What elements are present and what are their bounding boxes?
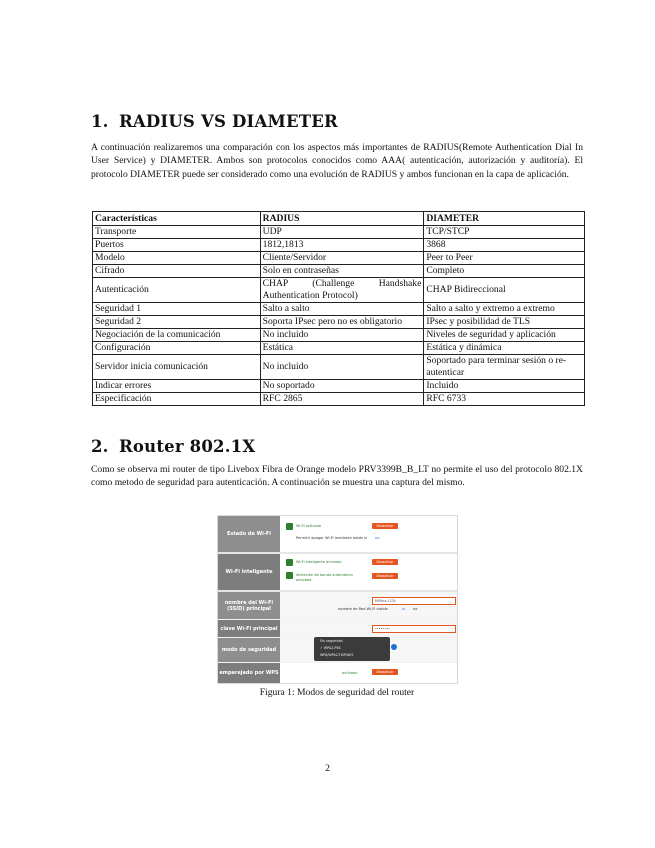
wifi-enabled-text: Wi-Fi activado xyxy=(296,524,322,528)
band-selection-disable-button[interactable]: Desactivar xyxy=(372,573,398,579)
figure-caption: Figura 1: Modos de seguridad del router xyxy=(259,687,415,698)
table-cell: Modelo xyxy=(93,252,261,265)
wps-label: emparejado por WPS xyxy=(218,663,280,683)
smart-wifi-pane xyxy=(280,554,457,590)
wifi-disable-button[interactable]: Desactivar xyxy=(372,523,398,529)
security-option[interactable]: ✓ WPA2-PSK xyxy=(320,646,341,650)
table-cell: Soportado para terminar sesión o re-autenticar xyxy=(424,355,585,380)
ssid-label: nombre del Wi-Fi (SSID) principal xyxy=(218,592,280,619)
page-number: 2 xyxy=(325,763,330,774)
section-2-title: Router 802.1X xyxy=(119,437,256,456)
table-cell: Especificación xyxy=(93,393,261,406)
table-cell: CHAP Bidireccional xyxy=(424,278,585,303)
table-row xyxy=(93,380,585,393)
table-cell: TCP/STCP xyxy=(424,226,585,239)
smart-wifi-disable-button[interactable]: Desactivar xyxy=(372,559,398,565)
wps-pane xyxy=(280,663,457,683)
wifi-switch-no[interactable]: no xyxy=(375,536,380,540)
key-pane xyxy=(280,620,457,637)
table-row xyxy=(93,355,585,380)
table-cell: Cifrado xyxy=(93,265,261,278)
key-input[interactable]: •••••••• xyxy=(372,625,456,633)
ssid-visible-no[interactable]: no xyxy=(413,607,418,611)
ssid-pane xyxy=(280,592,457,619)
table-body xyxy=(93,226,585,406)
table-header-cell: RADIUS xyxy=(260,212,424,226)
table-row xyxy=(93,226,585,239)
table-cell: UDP xyxy=(260,226,424,239)
table-row xyxy=(93,265,585,278)
wifi-state-label: Estado de Wi-Fi xyxy=(218,516,280,552)
table-cell: Configuración xyxy=(93,342,261,355)
table-cell: No incluido xyxy=(260,355,424,380)
table-row xyxy=(93,316,585,329)
section-1-paragraph: A continuación realizaremos una comparación con los aspectos más importantes de RADIUS(Remote Authentication Dial In User Service) y DIAMETER. Ambos son protocolos conocidos como AAA( autenticación, autorización y auditoría). El protocolo DIAMETER puede ser considerado como una evolución de RADIUS y ambos funcionan en la capa de aplicación. xyxy=(91,142,583,180)
security-option[interactable]: WPA/WPA2-TKIP/AES xyxy=(320,653,354,657)
smart-wifi-enabled-text: Wi-Fi inteligente activado xyxy=(296,560,342,564)
router-screenshot xyxy=(217,515,458,684)
table-cell: Niveles de seguridad y aplicación xyxy=(424,329,585,342)
table-row xyxy=(93,393,585,406)
table-cell: RFC 6733 xyxy=(424,393,585,406)
table-cell: Estática y dinámica xyxy=(424,342,585,355)
table-cell: IPsec y posibilidad de TLS xyxy=(424,316,585,329)
table-cell: Completo xyxy=(424,265,585,278)
table-cell: Soporta IPsec pero no es obligatorio xyxy=(260,316,424,329)
table-cell: Indicar errores xyxy=(93,380,261,393)
section-2-paragraph: Como se observa mi router de tipo Livebox Fibra de Orange modelo PRV3399B_B_LT no permite el uso del protocolo 802.1X como metodo de seguridad para autenticación. A continuación se muestra una captura del mismo. xyxy=(91,464,583,489)
table-cell: 1812,1813 xyxy=(260,239,424,252)
table-row xyxy=(93,252,585,265)
table-cell: Puertos xyxy=(93,239,261,252)
table-cell: Autenticación xyxy=(93,278,261,303)
scroll-knob-icon xyxy=(391,644,397,650)
table-cell: No incluido xyxy=(260,329,424,342)
band-selection-check-icon xyxy=(286,572,293,579)
table-cell: Servidor inicia comunicación xyxy=(93,355,261,380)
table-cell: Seguridad 1 xyxy=(93,303,261,316)
section-1-title: RADIUS VS DIAMETER xyxy=(119,112,338,131)
table-cell: Estática xyxy=(260,342,424,355)
security-mode-label: modo de seguridad xyxy=(218,638,280,662)
section-2-heading xyxy=(91,437,255,456)
band-selection-text: Selección de banda automática activada xyxy=(296,573,353,582)
table-row xyxy=(93,329,585,342)
wifi-switch-hint: Permitir apagar Wi-Fi mediante botón xyxy=(296,536,364,540)
key-label: clave Wi-Fi principal xyxy=(218,620,280,637)
table-cell: Salto a salto xyxy=(260,303,424,316)
table-row xyxy=(93,342,585,355)
table-header-row xyxy=(93,212,585,226)
security-option[interactable]: Sin seguridad xyxy=(320,639,343,643)
section-2-number: 2. xyxy=(91,437,109,456)
wifi-state-pane xyxy=(280,516,457,552)
smart-wifi-check-icon xyxy=(286,559,293,566)
ssid-visible-label: nombre de Red Wi-Fi visible xyxy=(338,607,388,611)
wifi-switch-yes[interactable]: sí xyxy=(364,536,367,540)
table-row xyxy=(93,239,585,252)
smart-wifi-label: Wi-Fi inteligente xyxy=(218,554,280,590)
table-cell: 3868 xyxy=(424,239,585,252)
ssid-input[interactable]: MiFibra-1234 xyxy=(372,597,456,605)
wps-status-text: activado xyxy=(342,671,358,675)
table-cell: Solo en contraseñas xyxy=(260,265,424,278)
table-cell: Seguridad 2 xyxy=(93,316,261,329)
security-mode-dropdown[interactable] xyxy=(314,637,390,661)
table-row xyxy=(93,303,585,316)
table-cell: CHAP (Challenge Handshake Authentication Protocol) xyxy=(260,278,424,303)
wifi-enabled-check-icon xyxy=(286,523,293,530)
table-cell: Salto a salto y extremo a extremo xyxy=(424,303,585,316)
table-cell: Transporte xyxy=(93,226,261,239)
table-row xyxy=(93,278,585,303)
table-header-cell: Características xyxy=(93,212,261,226)
table-cell: RFC 2865 xyxy=(260,393,424,406)
section-1-heading xyxy=(91,112,338,131)
table-cell: Negociación de la comunicación xyxy=(93,329,261,342)
table-cell: Peer to Peer xyxy=(424,252,585,265)
section-1-number: 1. xyxy=(91,112,109,131)
wps-disable-button[interactable]: Desactivar xyxy=(372,669,398,675)
comparison-table xyxy=(92,211,585,406)
table-header-cell: DIAMETER xyxy=(424,212,585,226)
table-cell: Cliente/Servidor xyxy=(260,252,424,265)
ssid-visible-yes[interactable]: sí xyxy=(402,607,405,611)
table-cell: Incluido xyxy=(424,380,585,393)
table-cell: No soportado xyxy=(260,380,424,393)
